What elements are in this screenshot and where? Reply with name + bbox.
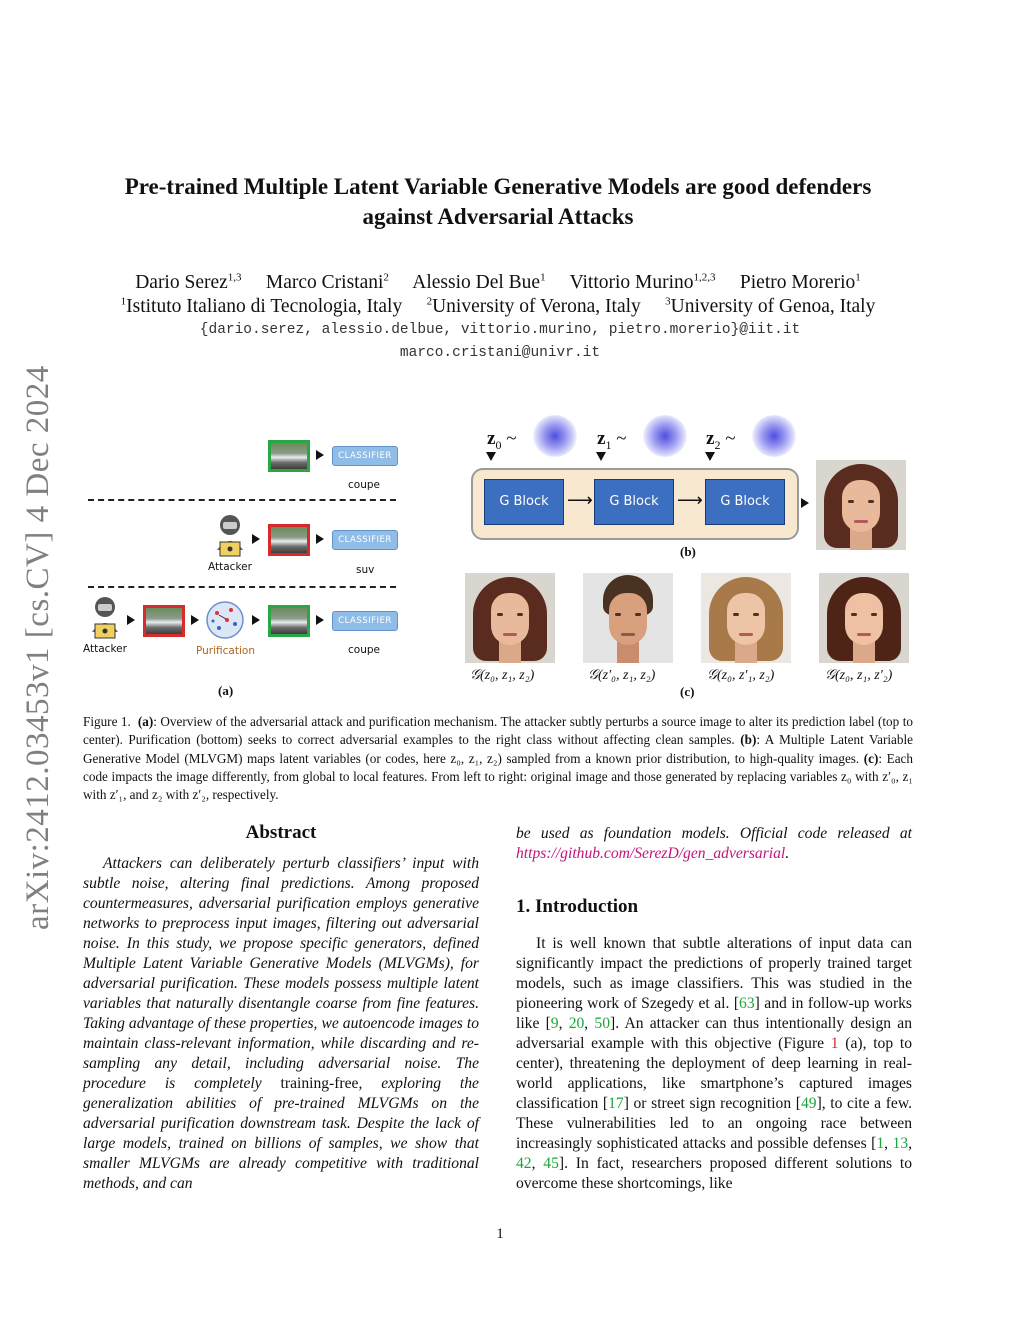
arrow-icon (316, 450, 324, 460)
citation-link[interactable]: 45 (543, 1155, 559, 1172)
affiliation: $^3$University of Genoa, Italy (665, 295, 876, 317)
code-link[interactable]: https://github.com/SerezD/gen_adversarial (516, 845, 786, 862)
abstract-text-continued: be used as foundation models. Official code released at https://github.com/SerezD/gen_adversarial. (516, 825, 912, 862)
hacker-icon (214, 514, 246, 558)
arrow-icon (596, 452, 606, 461)
subfigure-label: (b) (680, 544, 696, 559)
arrow-icon (705, 452, 715, 461)
subfigure-label: (a) (218, 683, 234, 698)
affiliation: $^1$Istituto Italiano di Tecnologia, Italy (120, 295, 403, 317)
arrow-icon (316, 534, 324, 544)
citation-link[interactable]: 1 (876, 1135, 885, 1152)
arrow-icon: ⟶ (567, 490, 593, 511)
face-caption: 𝒢(z₀, z₁, z₂) (470, 668, 535, 683)
g-block: G Block (484, 479, 564, 525)
citation-link[interactable]: 63 (739, 995, 755, 1012)
car-image-adversarial (143, 605, 185, 637)
citation-link[interactable]: 49 (800, 1095, 817, 1112)
author: Alessio Del Bue$^1$ (412, 271, 546, 293)
prediction-label: coupe (348, 644, 380, 656)
latent-label: $z_1$ ~ (597, 428, 627, 452)
g-block: G Block (594, 479, 674, 525)
attacker-label: Attacker (208, 561, 252, 573)
latent-distribution-icon (643, 415, 687, 457)
face-original-image (465, 573, 555, 663)
citation-link[interactable]: 17 (608, 1095, 624, 1112)
arrow-icon (252, 615, 260, 625)
face-z2-replaced-image (819, 573, 909, 663)
car-image-clean (268, 440, 310, 472)
generated-face-image (816, 460, 906, 550)
prediction-label: coupe (348, 479, 380, 491)
prediction-label: suv (356, 564, 375, 576)
arrow-icon (127, 615, 135, 625)
classifier-box: CLASSIFIER (332, 611, 398, 631)
citation-link[interactable]: 20 (568, 1015, 585, 1032)
affiliation-list (80, 295, 916, 318)
latent-distribution-icon (533, 415, 577, 457)
email-line: marco.cristani@univr.it (399, 345, 601, 361)
subfigure-label: (c) (680, 684, 695, 699)
car-image-purified (268, 605, 310, 637)
author: Vittorio Murino$^{1,2,3}$ (569, 271, 716, 293)
author: Marco Cristani$^2$ (265, 271, 389, 293)
citation-link[interactable]: 50 (594, 1015, 610, 1032)
arxiv-stamp: arXiv:2412.03453v1 [cs.CV] 4 Dec 2024 (20, 365, 56, 930)
arrow-icon (191, 615, 199, 625)
citation-link[interactable]: 13 (892, 1135, 909, 1152)
latent-distribution-icon (752, 415, 796, 457)
arrow-icon (801, 498, 809, 508)
figure-caption: Figure 1. (a): Overview of the adversarial attack and purification mechanism. The attacker subtly perturbs a source image to alter its prediction label (top to center). Purification (bottom) seeks to correct adversarial examples to the right class without affecting clean samples. (b): A Multiple Latent Variable Generative Model (MLVGM) maps latent variables (or codes, here z₀, z₁, z₂) sampled from a known prior distribution, to high-quality images. (c): Each code impacts the image differently, from global to local features. From left to right: original image and those generated by replacing variables z₀ with z′₀, z₁ with z′₁, and z₂ with z′₂, respectively. (83, 714, 914, 803)
arrow-icon (252, 534, 260, 544)
citation-link[interactable]: 9 (550, 1015, 559, 1032)
arrow-icon (316, 615, 324, 625)
face-caption: 𝒢(z₀, z′₁, z₂) (707, 668, 775, 683)
car-image-adversarial (268, 524, 310, 556)
figure-link[interactable]: 1 (830, 1035, 839, 1052)
page-number: 1 (496, 1226, 504, 1242)
author: Dario Serez$^{1,3}$ (135, 271, 242, 293)
affiliation: $^2$University of Verona, Italy (426, 295, 641, 317)
classifier-box: CLASSIFIER (332, 446, 398, 466)
abstract-heading: Abstract (245, 822, 317, 843)
g-block: G Block (705, 479, 785, 525)
latent-label: $z_2$ ~ (706, 428, 736, 452)
email-line: {dario.serez, alessio.delbue, vittorio.murino, pietro.morerio}@iit.it (199, 322, 801, 338)
face-caption: 𝒢(z′₀, z₁, z₂) (588, 668, 656, 683)
face-caption: 𝒢(z₀, z₁, z′₂) (825, 668, 893, 683)
hacker-icon (89, 596, 121, 640)
introduction-text: It is well known that subtle alterations of input data can significantly impact the predictions of properly trained target models, such as image classifiers. This was studied in the pioneering work of Szegedy et al. [63] and in follow-up works like [9, 20, 50]. An attacker can thus intentionally design an adversarial example with this objective (Figure 1 (a), top to center), threatening the deployment of deep learning in real-world applications, like smartphone’s captured images classification [17] or street sign recognition [49], to cite a few. These vulnerabilities led to an ongoing race between increasingly sophisticated attacks and possible defenses [1, 13, 42, 45]. In fact, researchers proposed different solutions to overcome these shortcomings, like (516, 935, 913, 1192)
arrow-icon (486, 452, 496, 461)
divider (88, 586, 396, 588)
author: Pietro Morerio$^1$ (739, 271, 861, 293)
face-z1-replaced-image (701, 573, 791, 663)
latent-label: $z_0$ ~ (487, 428, 517, 452)
purification-label: Purification (196, 645, 255, 657)
abstract-text: Attackers can deliberately perturb classifiers’ input with subtle noise, altering final predictions. Among proposed countermeasures, adversarial purification employs generative networks to preprocess input images, filtering out adversarial noise. In this study, we propose specific generators, defined Multiple Latent Variable Generative Models (MLVGMs), for adversarial purification. These models possess multiple latent variables that naturally disentangle coarse from fine features. Taking advantage of these properties, we autoencode images to maintain class-relevant information, while discarding and re-sampling any detail, including adversarial noise. The procedure is completely training-free, exploring the generalization abilities of pre-trained MLVGMs on the adversarial purification downstream task. Despite the lack of large models, trained on billions of samples, we show that smaller MLVGMs are already competitive with traditional methods, and can (83, 855, 479, 1192)
face-z0-replaced-image (583, 573, 673, 663)
section-heading: 1. Introduction (516, 896, 639, 917)
paper-title: Pre-trained Multiple Latent Variable Generative Models are good defenders against Adversarial Attacks (124, 174, 872, 229)
citation-link[interactable]: 42 (516, 1155, 532, 1172)
arrow-icon: ⟶ (677, 490, 703, 511)
divider (88, 499, 396, 501)
classifier-box: CLASSIFIER (332, 530, 398, 550)
author-list (80, 271, 916, 294)
purification-icon (205, 600, 245, 640)
attacker-label: Attacker (83, 643, 127, 655)
